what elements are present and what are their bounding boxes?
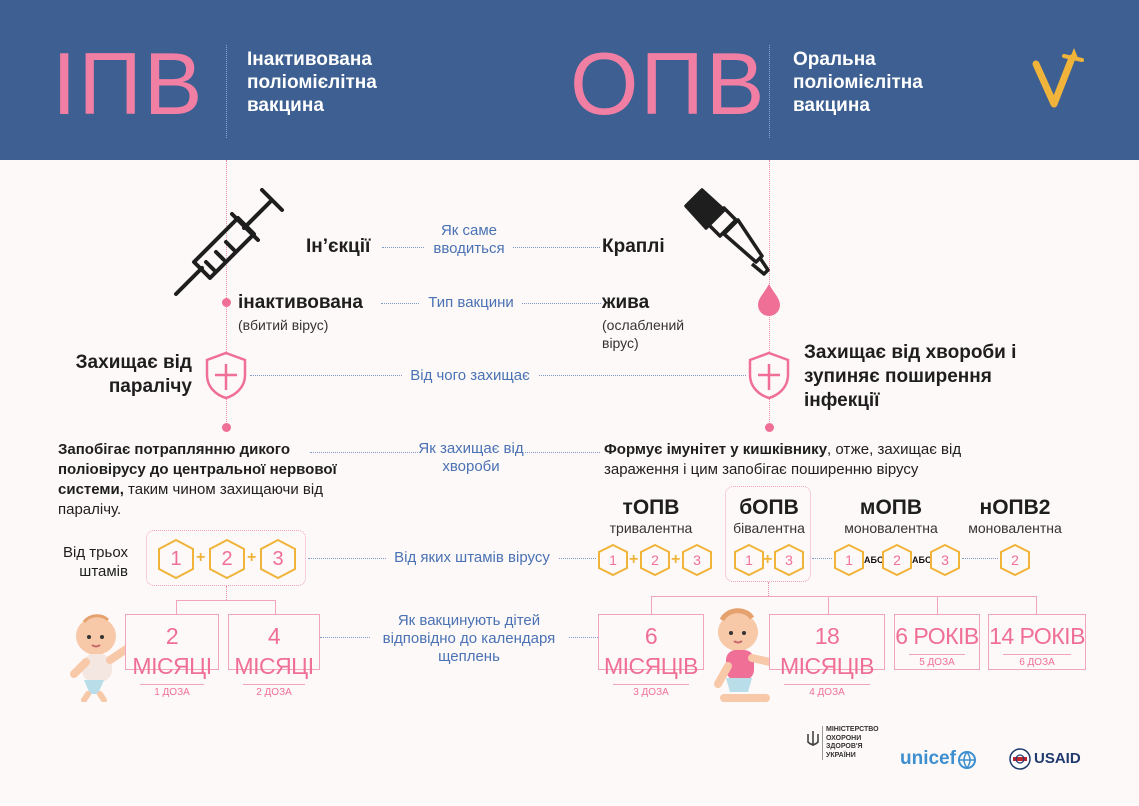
strain-desc: тривалентна — [609, 520, 693, 536]
strain-name: мОПВ — [859, 496, 923, 519]
bopv-hexes: 1 + 3 — [732, 543, 804, 577]
usaid-logo: USAID — [1034, 750, 1081, 767]
hexagon-1: 1 — [832, 543, 866, 577]
dose-card — [769, 614, 885, 698]
ipv-dot-type — [222, 298, 231, 307]
baby-icon — [70, 610, 130, 702]
ipv-type-note: (вбитий вірус) — [238, 317, 329, 333]
unicef-globe-icon — [957, 750, 977, 770]
row-line-strains-3 — [962, 558, 998, 559]
dose-age: 2 МІСЯЦІ — [132, 623, 212, 679]
topv-hexes: 1 + 2 + 3 — [596, 543, 706, 577]
strain-topv — [596, 496, 706, 536]
strain-name: тОПВ — [622, 496, 680, 519]
drop-icon — [755, 282, 783, 318]
hexagon-1: 1 — [596, 543, 630, 577]
hexagon-1: 1 — [156, 538, 196, 580]
shield-icon — [746, 350, 792, 400]
opv-abbr: ОПВ — [570, 34, 767, 133]
opv-full-name: Оральна поліомієлітна вакцина — [793, 49, 923, 116]
v-check-logo — [1030, 44, 1090, 114]
dose-number: 2 ДОЗА — [243, 684, 305, 698]
opv-protects-label: Захищає від хвороби і зупиняє поширення інфекції — [804, 342, 1017, 411]
ipv-abbr: ІПВ — [52, 34, 205, 133]
ipv-how-bold: Запобігає потраплянню дикого поліовірусу до центральної нервової системи, — [58, 441, 337, 498]
dose-number: 6 ДОЗА — [1003, 654, 1071, 668]
ipv-type-main: інактивована — [238, 292, 363, 313]
moh-logo-text: МІНІСТЕРСТВО ОХОРОНИ ЗДОРОВ'Я УКРАЇНИ — [822, 726, 878, 760]
header-divider-right — [769, 45, 770, 138]
dose-age: 6 РОКІВ — [895, 623, 979, 649]
dose-card — [894, 614, 980, 670]
opv-type-main: жива — [602, 292, 650, 313]
ipv-admin-label: Ін’єкції — [306, 236, 371, 257]
header-divider-left — [226, 45, 227, 138]
syringe-icon — [172, 182, 290, 298]
unicef-logo: unicef — [900, 748, 956, 769]
opv-dot-how — [765, 423, 774, 432]
hexagon-3: 3 — [680, 543, 714, 577]
dose-card — [125, 614, 219, 698]
opv-tree-stem — [768, 582, 769, 596]
row-line-strains-2 — [812, 558, 832, 559]
dose-age: 18 МІСЯЦІВ — [779, 623, 874, 679]
dose-number: 4 ДОЗА — [784, 684, 870, 698]
strain-name: бОПВ — [739, 496, 799, 519]
dose-card — [598, 614, 704, 698]
dose-number: 3 ДОЗА — [613, 684, 689, 698]
strain-desc: моновалентна — [968, 520, 1062, 536]
strains-question: Від яких штамів вірусу — [386, 549, 558, 567]
dose-number: 5 ДОЗА — [909, 654, 965, 668]
ipv-tree-stem — [226, 586, 227, 600]
hexagon-3: 3 — [258, 538, 298, 580]
opv-how-bold: Формує імунітет у кишківнику — [604, 441, 828, 458]
admin-question: Як саме вводиться — [425, 222, 513, 258]
ipv-dot-how — [222, 423, 231, 432]
ipv-protects-label: Захищає від паралічу — [75, 352, 192, 397]
hexagon-2: 2 — [207, 538, 247, 580]
hexagon-1: 1 — [732, 543, 766, 577]
dose-number: 1 ДОЗА — [140, 684, 204, 698]
ipv-strain-hexes: 1 + 2 + 3 — [156, 538, 298, 580]
opv-how-rest: , отже, захищає від зараження і цим запобігає поширенню вірусу — [604, 441, 962, 478]
strain-desc: моновалентна — [844, 520, 938, 536]
hexagon-2: 2 — [638, 543, 672, 577]
trident-icon — [806, 730, 820, 748]
baby-icon — [712, 606, 772, 706]
how-question: Як захищає від хвороби — [418, 440, 524, 475]
strain-bopv — [714, 496, 824, 536]
ipv-strains-label: Від трьох штамів — [63, 544, 128, 580]
schedule-question: Як вакцинують дітей відповідно до календаря щеплень — [370, 612, 568, 666]
strain-desc: бівалентна — [733, 520, 805, 536]
dose-age: 14 РОКІВ — [989, 623, 1085, 649]
ipv-how-text — [58, 440, 348, 520]
mopv-hexes: 1 АБО 2 АБО 3 — [832, 543, 962, 577]
strain-nopv2 — [960, 496, 1070, 536]
strain-mopv — [836, 496, 946, 536]
strain-name: нОПВ2 — [979, 496, 1051, 519]
shield-icon — [203, 350, 249, 400]
dose-age: 6 МІСЯЦІВ — [603, 623, 698, 679]
hexagon-2: 2 — [880, 543, 914, 577]
dose-card — [228, 614, 320, 698]
opv-type-note: (ослаблений вірус) — [602, 317, 685, 351]
opv-tree-branch — [651, 596, 1037, 614]
usaid-seal-icon — [1009, 748, 1031, 770]
dropper-icon — [680, 184, 776, 276]
hexagon-3: 3 — [928, 543, 962, 577]
ipv-tree-branch — [176, 600, 276, 614]
hexagon-3: 3 — [772, 543, 806, 577]
dose-card — [988, 614, 1086, 670]
type-question: Тип вакцини — [420, 294, 522, 312]
hexagon-2: 2 — [998, 543, 1032, 577]
opv-admin-label: Краплі — [602, 236, 665, 257]
dose-age: 4 МІСЯЦІ — [234, 623, 314, 679]
opv-how-text — [604, 440, 1014, 480]
protects-question: Від чого захищає — [402, 367, 538, 385]
ipv-how-rest: таким чином захищаючи від паралічу. — [58, 481, 323, 518]
ipv-full-name: Інактивована поліомієлітна вакцина — [247, 49, 377, 116]
